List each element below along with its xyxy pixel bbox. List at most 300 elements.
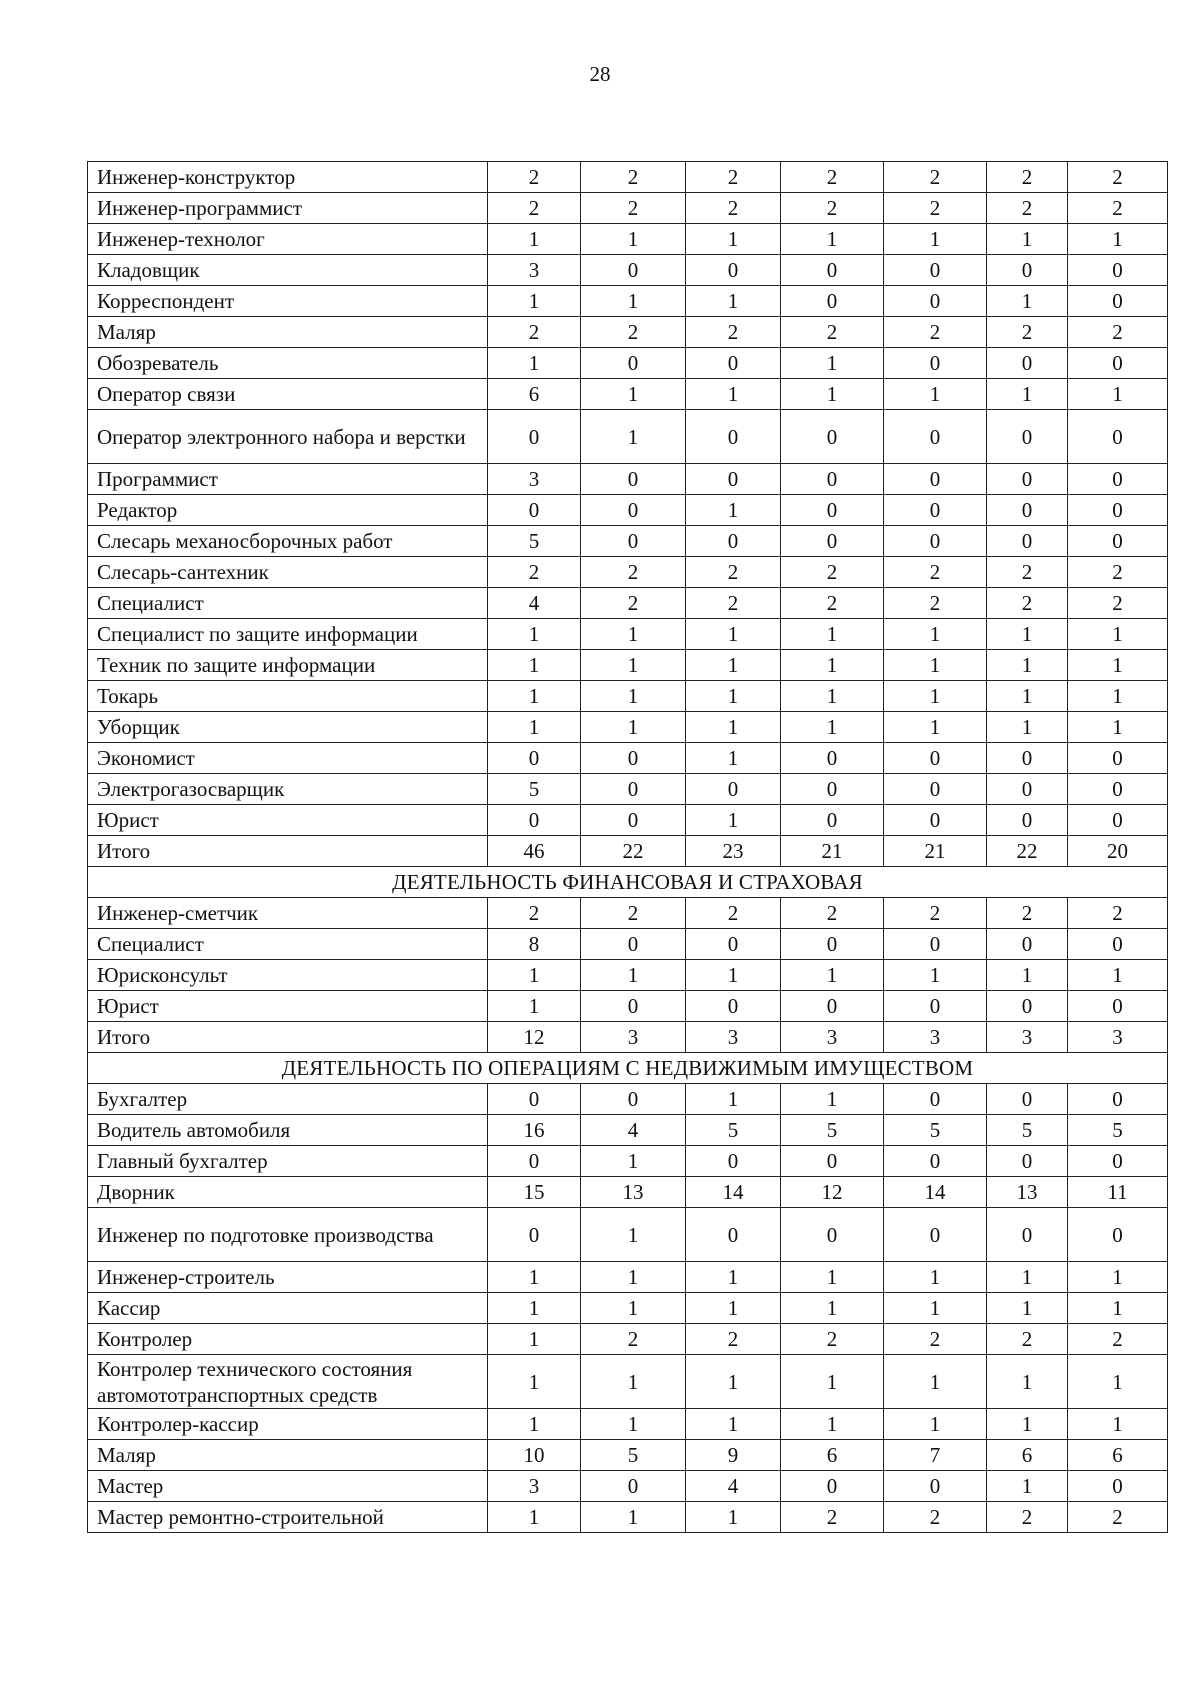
value-cell: 0: [1068, 495, 1168, 526]
value-cell: 0: [884, 1084, 987, 1115]
value-cell: 1: [581, 1146, 686, 1177]
value-cell: 1: [686, 1084, 781, 1115]
value-cell: 1: [581, 650, 686, 681]
value-cell: 1: [581, 681, 686, 712]
value-cell: 0: [781, 495, 884, 526]
value-cell: 3: [987, 1022, 1068, 1053]
position-name: Слесарь механосборочных работ: [88, 526, 488, 557]
position-name: Техник по защите информации: [88, 650, 488, 681]
value-cell: 2: [781, 588, 884, 619]
table-row: [88, 1146, 1168, 1177]
value-cell: 0: [581, 1471, 686, 1502]
value-cell: 1: [987, 379, 1068, 410]
position-name: Кладовщик: [88, 255, 488, 286]
position-name: Водитель автомобиля: [88, 1115, 488, 1146]
position-name: Инженер-программист: [88, 193, 488, 224]
value-cell: 0: [686, 348, 781, 379]
table-row: [88, 1177, 1168, 1208]
value-cell: 3: [781, 1022, 884, 1053]
value-cell: 0: [884, 255, 987, 286]
value-cell: 0: [781, 464, 884, 495]
value-cell: 1: [686, 1409, 781, 1440]
value-cell: 1: [987, 1293, 1068, 1324]
table-row: [88, 805, 1168, 836]
value-cell: 0: [1068, 743, 1168, 774]
value-cell: 0: [987, 774, 1068, 805]
section-header-row: [88, 1053, 1168, 1084]
value-cell: 0: [884, 774, 987, 805]
value-cell: 1: [781, 1293, 884, 1324]
value-cell: 1: [581, 712, 686, 743]
value-cell: 1: [488, 650, 581, 681]
value-cell: 1: [488, 619, 581, 650]
value-cell: 7: [884, 1440, 987, 1471]
position-name: Контролер: [88, 1324, 488, 1355]
value-cell: 0: [884, 929, 987, 960]
value-cell: 0: [581, 1084, 686, 1115]
position-name: Электрогазосварщик: [88, 774, 488, 805]
value-cell: 0: [781, 991, 884, 1022]
value-cell: 21: [781, 836, 884, 867]
value-cell: 1: [884, 224, 987, 255]
value-cell: 1: [884, 1293, 987, 1324]
table-row: [88, 286, 1168, 317]
value-cell: 3: [488, 1471, 581, 1502]
value-cell: 0: [987, 1084, 1068, 1115]
value-cell: 2: [884, 588, 987, 619]
value-cell: 0: [987, 743, 1068, 774]
table-row: [88, 774, 1168, 805]
value-cell: 2: [781, 898, 884, 929]
value-cell: 4: [686, 1471, 781, 1502]
value-cell: 1: [686, 495, 781, 526]
value-cell: 2: [581, 193, 686, 224]
value-cell: 2: [686, 317, 781, 348]
value-cell: 0: [488, 743, 581, 774]
table-row: [88, 1440, 1168, 1471]
value-cell: 1: [488, 1262, 581, 1293]
value-cell: 0: [1068, 805, 1168, 836]
value-cell: 0: [488, 410, 581, 464]
value-cell: 1: [781, 1262, 884, 1293]
value-cell: 0: [1068, 1146, 1168, 1177]
value-cell: 3: [1068, 1022, 1168, 1053]
value-cell: 0: [1068, 255, 1168, 286]
value-cell: 0: [781, 774, 884, 805]
table-row: [88, 1409, 1168, 1440]
position-name: Корреспондент: [88, 286, 488, 317]
value-cell: 1: [581, 224, 686, 255]
value-cell: 1: [987, 1471, 1068, 1502]
value-cell: 1: [686, 743, 781, 774]
value-cell: 2: [781, 557, 884, 588]
value-cell: 0: [781, 255, 884, 286]
table-row: [88, 588, 1168, 619]
value-cell: 2: [884, 1324, 987, 1355]
table-row: [88, 960, 1168, 991]
value-cell: 1: [781, 348, 884, 379]
position-name: Специалист: [88, 929, 488, 960]
value-cell: 2: [686, 193, 781, 224]
table-row: [88, 1208, 1168, 1262]
value-cell: 1: [781, 1084, 884, 1115]
value-cell: 22: [581, 836, 686, 867]
value-cell: 5: [686, 1115, 781, 1146]
position-name: Редактор: [88, 495, 488, 526]
value-cell: 1: [884, 1262, 987, 1293]
value-cell: 2: [987, 1502, 1068, 1533]
value-cell: 0: [686, 410, 781, 464]
value-cell: 0: [781, 526, 884, 557]
value-cell: 0: [488, 1208, 581, 1262]
value-cell: 1: [686, 1262, 781, 1293]
value-cell: 0: [781, 1471, 884, 1502]
value-cell: 1: [987, 1262, 1068, 1293]
value-cell: 0: [781, 743, 884, 774]
value-cell: 2: [1068, 1324, 1168, 1355]
position-name: Экономист: [88, 743, 488, 774]
value-cell: 1: [987, 1355, 1068, 1409]
value-cell: 2: [686, 557, 781, 588]
value-cell: 0: [581, 464, 686, 495]
table-row: [88, 1471, 1168, 1502]
value-cell: 1: [581, 1293, 686, 1324]
position-name: Итого: [88, 1022, 488, 1053]
position-name: Специалист: [88, 588, 488, 619]
value-cell: 16: [488, 1115, 581, 1146]
value-cell: 1: [987, 712, 1068, 743]
value-cell: 1: [488, 960, 581, 991]
value-cell: 13: [987, 1177, 1068, 1208]
value-cell: 0: [987, 1208, 1068, 1262]
value-cell: 0: [987, 805, 1068, 836]
total-row: [88, 836, 1168, 867]
position-name: Главный бухгалтер: [88, 1146, 488, 1177]
value-cell: 1: [581, 410, 686, 464]
value-cell: 1: [686, 619, 781, 650]
value-cell: 0: [884, 743, 987, 774]
value-cell: 2: [1068, 317, 1168, 348]
value-cell: 1: [488, 712, 581, 743]
value-cell: 2: [1068, 588, 1168, 619]
value-cell: 1: [581, 286, 686, 317]
value-cell: 0: [488, 1084, 581, 1115]
value-cell: 0: [884, 991, 987, 1022]
value-cell: 2: [581, 162, 686, 193]
value-cell: 0: [581, 929, 686, 960]
value-cell: 0: [686, 991, 781, 1022]
value-cell: 2: [987, 898, 1068, 929]
value-cell: 1: [581, 1355, 686, 1409]
value-cell: 1: [686, 379, 781, 410]
value-cell: 1: [1068, 1293, 1168, 1324]
value-cell: 0: [1068, 1084, 1168, 1115]
table-row: [88, 1084, 1168, 1115]
value-cell: 0: [987, 526, 1068, 557]
value-cell: 1: [581, 1409, 686, 1440]
table-row: [88, 379, 1168, 410]
value-cell: 2: [987, 317, 1068, 348]
table-row: [88, 929, 1168, 960]
table-row: [88, 619, 1168, 650]
table-row: [88, 410, 1168, 464]
position-name: Итого: [88, 836, 488, 867]
table-row: [88, 1324, 1168, 1355]
value-cell: 2: [781, 1502, 884, 1533]
value-cell: 1: [488, 348, 581, 379]
value-cell: 2: [987, 1324, 1068, 1355]
value-cell: 0: [884, 526, 987, 557]
value-cell: 2: [781, 1324, 884, 1355]
position-name: Юрист: [88, 991, 488, 1022]
value-cell: 0: [884, 286, 987, 317]
value-cell: 2: [488, 317, 581, 348]
value-cell: 0: [581, 526, 686, 557]
table-row: [88, 526, 1168, 557]
value-cell: 1: [884, 960, 987, 991]
value-cell: 0: [686, 255, 781, 286]
value-cell: 1: [488, 1409, 581, 1440]
value-cell: 4: [581, 1115, 686, 1146]
value-cell: 0: [884, 1471, 987, 1502]
table-row: [88, 193, 1168, 224]
value-cell: 0: [686, 1208, 781, 1262]
value-cell: 1: [686, 224, 781, 255]
value-cell: 2: [1068, 1502, 1168, 1533]
table-row: [88, 1262, 1168, 1293]
value-cell: 0: [987, 348, 1068, 379]
value-cell: 0: [581, 991, 686, 1022]
table-row: [88, 712, 1168, 743]
table-row: [88, 348, 1168, 379]
value-cell: 0: [1068, 464, 1168, 495]
section-title: ДЕЯТЕЛЬНОСТЬ ПО ОПЕРАЦИЯМ С НЕДВИЖИМЫМ ИМУЩЕСТВОМ: [88, 1053, 1168, 1084]
value-cell: 0: [987, 929, 1068, 960]
value-cell: 1: [1068, 650, 1168, 681]
position-name: Слесарь-сантехник: [88, 557, 488, 588]
table-row: [88, 1502, 1168, 1533]
value-cell: 21: [884, 836, 987, 867]
value-cell: 1: [581, 1262, 686, 1293]
value-cell: 0: [987, 495, 1068, 526]
value-cell: 5: [488, 774, 581, 805]
value-cell: 1: [686, 286, 781, 317]
value-cell: 0: [488, 1146, 581, 1177]
position-name: Юрист: [88, 805, 488, 836]
value-cell: 0: [884, 495, 987, 526]
position-name: Токарь: [88, 681, 488, 712]
value-cell: 3: [686, 1022, 781, 1053]
value-cell: 1: [781, 650, 884, 681]
position-name: Специалист по защите информации: [88, 619, 488, 650]
value-cell: 0: [781, 1146, 884, 1177]
value-cell: 0: [581, 774, 686, 805]
value-cell: 0: [1068, 991, 1168, 1022]
position-name: Оператор связи: [88, 379, 488, 410]
value-cell: 2: [1068, 193, 1168, 224]
value-cell: 1: [987, 681, 1068, 712]
table-body: [88, 162, 1168, 1533]
value-cell: 1: [987, 224, 1068, 255]
value-cell: 3: [884, 1022, 987, 1053]
staffing-table-container: [87, 161, 1167, 1533]
value-cell: 0: [884, 464, 987, 495]
value-cell: 1: [686, 960, 781, 991]
value-cell: 1: [781, 224, 884, 255]
value-cell: 0: [884, 805, 987, 836]
value-cell: 3: [488, 464, 581, 495]
value-cell: 0: [1068, 410, 1168, 464]
value-cell: 1: [686, 650, 781, 681]
value-cell: 0: [781, 929, 884, 960]
value-cell: 0: [781, 410, 884, 464]
value-cell: 1: [686, 712, 781, 743]
value-cell: 1: [488, 1355, 581, 1409]
value-cell: 0: [581, 805, 686, 836]
position-name: Мастер: [88, 1471, 488, 1502]
value-cell: 0: [987, 464, 1068, 495]
value-cell: 2: [686, 588, 781, 619]
value-cell: 2: [884, 317, 987, 348]
position-name: Программист: [88, 464, 488, 495]
value-cell: 2: [884, 193, 987, 224]
value-cell: 1: [781, 712, 884, 743]
value-cell: 23: [686, 836, 781, 867]
table-row: [88, 650, 1168, 681]
value-cell: 0: [781, 805, 884, 836]
value-cell: 0: [987, 255, 1068, 286]
value-cell: 1: [686, 681, 781, 712]
position-name: Оператор электронного набора и верстки: [88, 410, 488, 464]
position-name: Обозреватель: [88, 348, 488, 379]
value-cell: 2: [884, 162, 987, 193]
value-cell: 5: [987, 1115, 1068, 1146]
table-row: [88, 464, 1168, 495]
value-cell: 2: [581, 317, 686, 348]
page-number: 28: [589, 62, 611, 86]
position-name: Инженер-строитель: [88, 1262, 488, 1293]
table-row: [88, 898, 1168, 929]
value-cell: 4: [488, 588, 581, 619]
value-cell: 2: [581, 1324, 686, 1355]
table-row: [88, 681, 1168, 712]
value-cell: 5: [884, 1115, 987, 1146]
value-cell: 2: [581, 898, 686, 929]
position-name: Кассир: [88, 1293, 488, 1324]
table-row: [88, 743, 1168, 774]
value-cell: 0: [686, 774, 781, 805]
total-row: [88, 1022, 1168, 1053]
position-name: Мастер ремонтно-строительной: [88, 1502, 488, 1533]
value-cell: 2: [488, 557, 581, 588]
value-cell: 1: [1068, 1262, 1168, 1293]
value-cell: 1: [488, 681, 581, 712]
value-cell: 2: [987, 193, 1068, 224]
value-cell: 9: [686, 1440, 781, 1471]
table-row: [88, 162, 1168, 193]
position-name: Маляр: [88, 317, 488, 348]
position-name: Дворник: [88, 1177, 488, 1208]
value-cell: 2: [884, 1502, 987, 1533]
value-cell: 2: [686, 1324, 781, 1355]
value-cell: 1: [686, 1355, 781, 1409]
value-cell: 1: [581, 619, 686, 650]
value-cell: 1: [781, 681, 884, 712]
table-row: [88, 1355, 1168, 1409]
value-cell: 2: [488, 162, 581, 193]
value-cell: 6: [987, 1440, 1068, 1471]
value-cell: 1: [884, 712, 987, 743]
value-cell: 2: [884, 557, 987, 588]
value-cell: 1: [987, 1409, 1068, 1440]
table-row: [88, 1115, 1168, 1146]
value-cell: 46: [488, 836, 581, 867]
value-cell: 8: [488, 929, 581, 960]
position-name: Контролер-кассир: [88, 1409, 488, 1440]
value-cell: 0: [987, 991, 1068, 1022]
value-cell: 2: [488, 193, 581, 224]
value-cell: 1: [488, 1324, 581, 1355]
value-cell: 5: [488, 526, 581, 557]
section-header-row: [88, 867, 1168, 898]
value-cell: 2: [781, 162, 884, 193]
section-title: ДЕЯТЕЛЬНОСТЬ ФИНАНСОВАЯ И СТРАХОВАЯ: [88, 867, 1168, 898]
value-cell: 2: [686, 898, 781, 929]
value-cell: 2: [1068, 557, 1168, 588]
table-row: [88, 495, 1168, 526]
value-cell: 0: [1068, 348, 1168, 379]
value-cell: 0: [1068, 929, 1168, 960]
value-cell: 1: [781, 1409, 884, 1440]
value-cell: 1: [884, 1355, 987, 1409]
value-cell: 2: [581, 588, 686, 619]
value-cell: 1: [488, 286, 581, 317]
value-cell: 1: [884, 619, 987, 650]
value-cell: 2: [1068, 898, 1168, 929]
value-cell: 0: [987, 1146, 1068, 1177]
value-cell: 3: [581, 1022, 686, 1053]
value-cell: 2: [987, 588, 1068, 619]
value-cell: 0: [1068, 286, 1168, 317]
value-cell: 0: [884, 1146, 987, 1177]
value-cell: 1: [488, 1502, 581, 1533]
value-cell: 0: [686, 526, 781, 557]
value-cell: 3: [488, 255, 581, 286]
value-cell: 15: [488, 1177, 581, 1208]
value-cell: 1: [987, 650, 1068, 681]
value-cell: 0: [884, 410, 987, 464]
value-cell: 5: [581, 1440, 686, 1471]
position-name: Инженер по подготовке производства: [88, 1208, 488, 1262]
value-cell: 13: [581, 1177, 686, 1208]
position-name: Контролер технического состояния автомототранспортных средств: [88, 1355, 488, 1409]
value-cell: 0: [488, 495, 581, 526]
value-cell: 0: [581, 348, 686, 379]
value-cell: 22: [987, 836, 1068, 867]
value-cell: 1: [1068, 224, 1168, 255]
table-row: [88, 1293, 1168, 1324]
value-cell: 1: [884, 1409, 987, 1440]
value-cell: 0: [987, 410, 1068, 464]
value-cell: 1: [581, 1208, 686, 1262]
value-cell: 14: [686, 1177, 781, 1208]
value-cell: 10: [488, 1440, 581, 1471]
value-cell: 0: [1068, 1208, 1168, 1262]
position-name: Инженер-технолог: [88, 224, 488, 255]
value-cell: 1: [884, 650, 987, 681]
value-cell: 11: [1068, 1177, 1168, 1208]
value-cell: 1: [884, 681, 987, 712]
